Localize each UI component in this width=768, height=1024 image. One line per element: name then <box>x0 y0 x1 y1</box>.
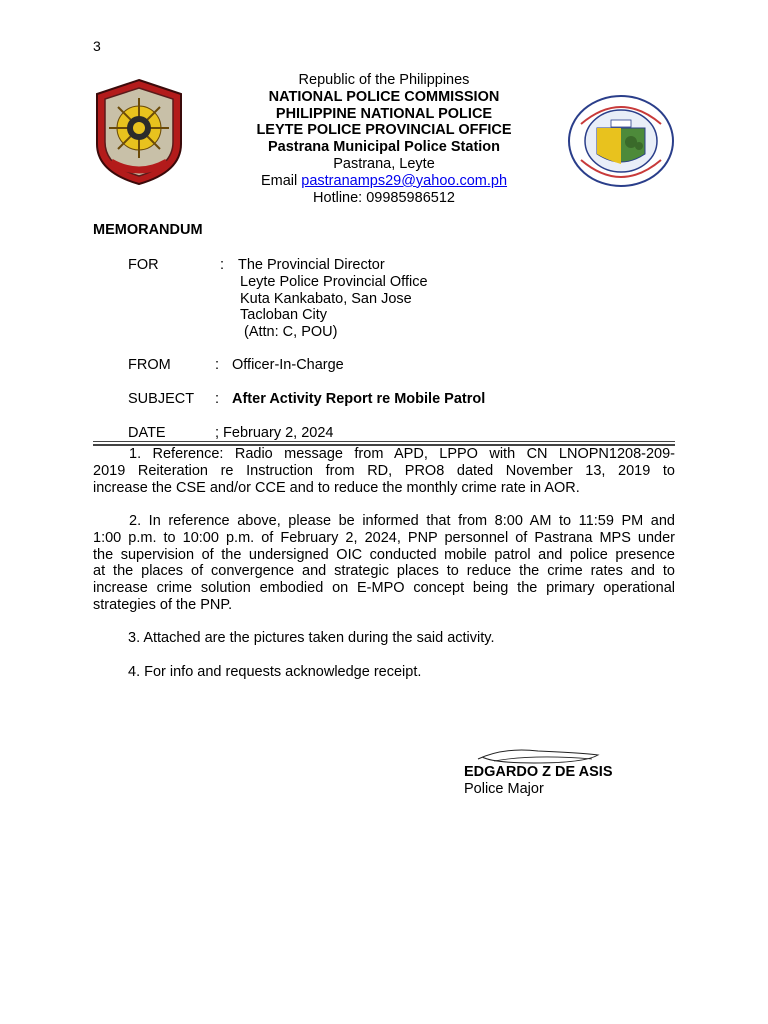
paragraph-1-line: 2019 Reiteration re Instruction from RD, PRO8 dated November 13, 2019 to <box>93 462 675 479</box>
email-link[interactable]: pastranamps29@yahoo.com.ph <box>301 172 508 189</box>
paragraph-4: 4. For info and requests acknowledge receipt. <box>128 664 422 680</box>
paragraph-2-line: increase crime solution embodied on E-MPO concept being the primary operational <box>93 580 675 597</box>
header-line-napolcom: NATIONAL POLICE COMMISSION <box>268 88 500 105</box>
divider-line <box>93 441 675 442</box>
date-value: ; February 2, 2024 <box>215 425 334 441</box>
for-line-2: Leyte Police Provincial Office <box>240 274 428 290</box>
for-line-1: The Provincial Director <box>238 257 385 273</box>
paragraph-2-line: strategies of the PNP. <box>93 596 233 613</box>
signatory-rank: Police Major <box>464 780 544 797</box>
header-line-station: Pastrana Municipal Police Station <box>267 139 501 156</box>
signature-block <box>464 764 613 798</box>
from-label: FROM <box>128 357 171 373</box>
memo-title: MEMORANDUM <box>93 222 203 238</box>
letterhead <box>190 72 578 206</box>
header-line-lppo: LEYTE POLICE PROVINCIAL OFFICE <box>256 122 512 139</box>
header-line-location: Pastrana, Leyte <box>333 155 435 172</box>
header-line-republic: Republic of the Philippines <box>298 72 470 88</box>
header-line-pnp: PHILIPPINE NATIONAL POLICE <box>275 105 493 122</box>
from-colon: : <box>215 357 220 373</box>
paragraph-2-line: 1:00 p.m. to 10:00 p.m. of February 2, 2024, PNP personnel of Pastrana MPS under <box>93 529 675 546</box>
email-label: Email <box>260 172 302 189</box>
for-line-3: Kuta Kankabato, San Jose <box>240 291 412 307</box>
header-email-line <box>190 173 578 190</box>
for-line-5: (Attn: C, POU) <box>244 324 338 340</box>
for-label: FOR <box>128 257 159 273</box>
paragraph-1 <box>93 446 675 496</box>
from-value: Officer-In-Charge <box>232 357 344 373</box>
date-label: DATE <box>128 425 166 441</box>
for-colon: : <box>220 257 225 273</box>
page-number: 3 <box>93 38 101 54</box>
paragraph-2-line: at the places of convergence and strategic places to reduce the crime rates and to <box>93 563 675 580</box>
pastrana-seal-icon <box>567 94 675 188</box>
pnp-seal-icon <box>95 78 183 186</box>
subject-value: After Activity Report re Mobile Patrol <box>232 391 486 407</box>
paragraph-1-line: increase the CSE and/or CCE and to reduce the monthly crime rate in AOR. <box>93 479 580 496</box>
paragraph-3: 3. Attached are the pictures taken during the said activity. <box>128 630 495 646</box>
subject-label: SUBJECT <box>128 391 195 407</box>
header-hotline: Hotline: 09985986512 <box>313 189 455 206</box>
paragraph-1-line: 1. Reference: Radio message from APD, LPPO with CN LNOPN1208-209- <box>129 446 675 462</box>
signatory-name: EDGARDO Z DE ASIS <box>464 764 613 780</box>
paragraph-2-line: the supervision of the undersigned OIC conducted mobile patrol and police presence <box>93 546 675 563</box>
paragraph-2 <box>93 513 675 614</box>
subject-colon: : <box>215 391 220 407</box>
paragraph-2-line: 2. In reference above, please be informed that from 8:00 AM to 11:59 PM and <box>129 513 675 529</box>
for-line-4: Tacloban City <box>240 307 328 323</box>
